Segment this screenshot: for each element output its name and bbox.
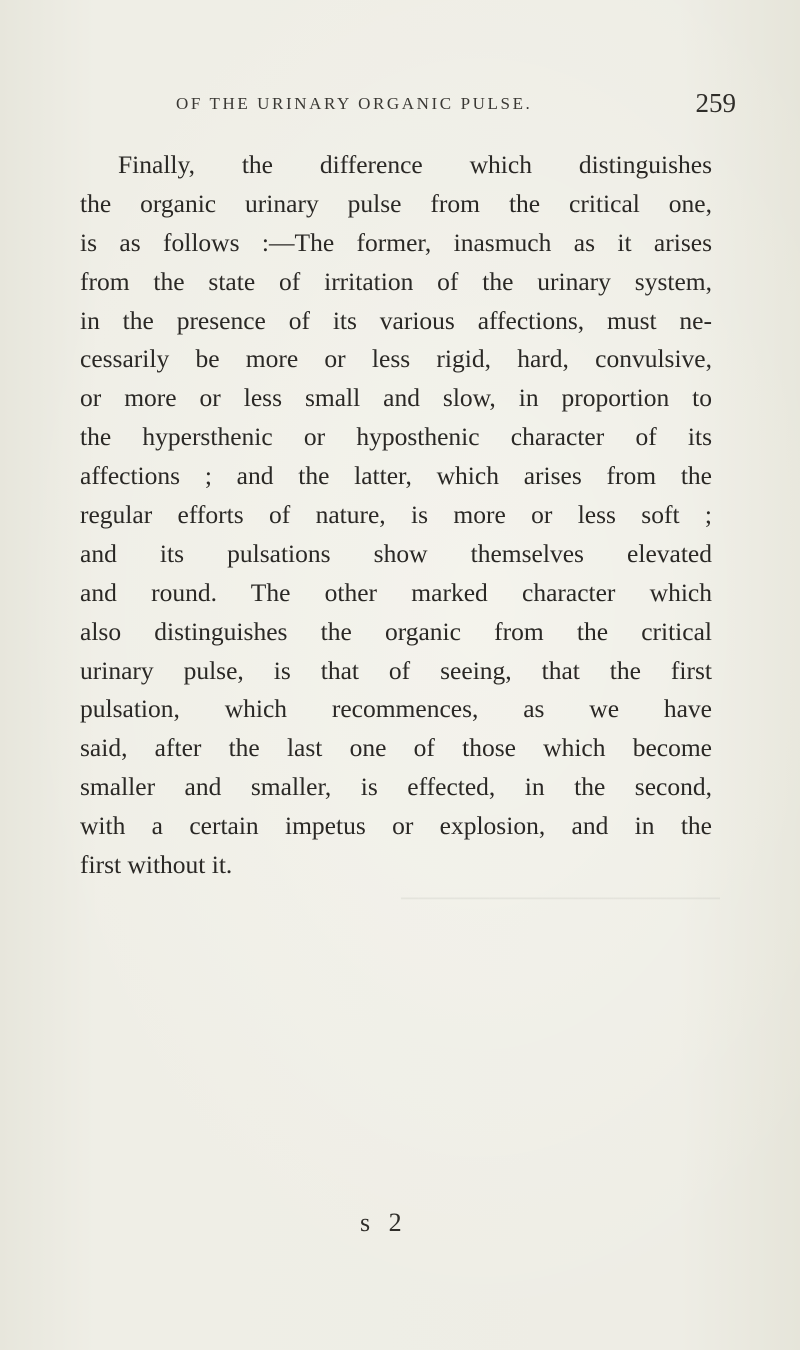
text-line: also distinguishes the organic from the critical (80, 616, 712, 646)
signature-mark: s 2 (360, 1208, 408, 1237)
text-line: is as follows :—The former, inasmuch as it arises (80, 227, 712, 257)
text-line: from the state of irritation of the urinary system, (80, 266, 712, 296)
text-line: regular efforts of nature, is more or less soft ; (80, 500, 712, 530)
text-line: affections ; and the latter, which arises from the (80, 461, 712, 491)
text-line: said, after the last one of those which become (80, 733, 712, 763)
text-line: with a certain impetus or explosion, and in the (80, 811, 712, 841)
text-line: first without it. (80, 850, 233, 880)
running-head (176, 88, 736, 124)
show-through-texture: ────────────────── (401, 885, 720, 912)
text-line: and round. The other marked character which (80, 577, 712, 607)
text-line: the organic urinary pulse from the critical one, (80, 188, 712, 218)
running-title: OF THE URINARY ORGANIC PULSE. (176, 94, 533, 113)
body-paragraph (80, 146, 712, 885)
page-number: 259 (695, 88, 736, 118)
text-line: urinary pulse, is that of seeing, that the first (80, 655, 712, 685)
text-line: in the presence of its various affections, must ne- (80, 305, 712, 335)
text-line: smaller and smaller, is effected, in the second, (80, 772, 712, 802)
text-line: cessarily be more or less rigid, hard, convulsive, (80, 344, 712, 374)
text-line: Finally, the difference which distinguishes (118, 150, 712, 179)
text-line: pulsation, which recommences, as we have (80, 694, 712, 724)
text-line: and its pulsations show themselves elevated (80, 538, 712, 568)
text-line: the hypersthenic or hyposthenic character of its (80, 422, 712, 452)
text-line: or more or less small and slow, in proportion to (80, 383, 712, 413)
